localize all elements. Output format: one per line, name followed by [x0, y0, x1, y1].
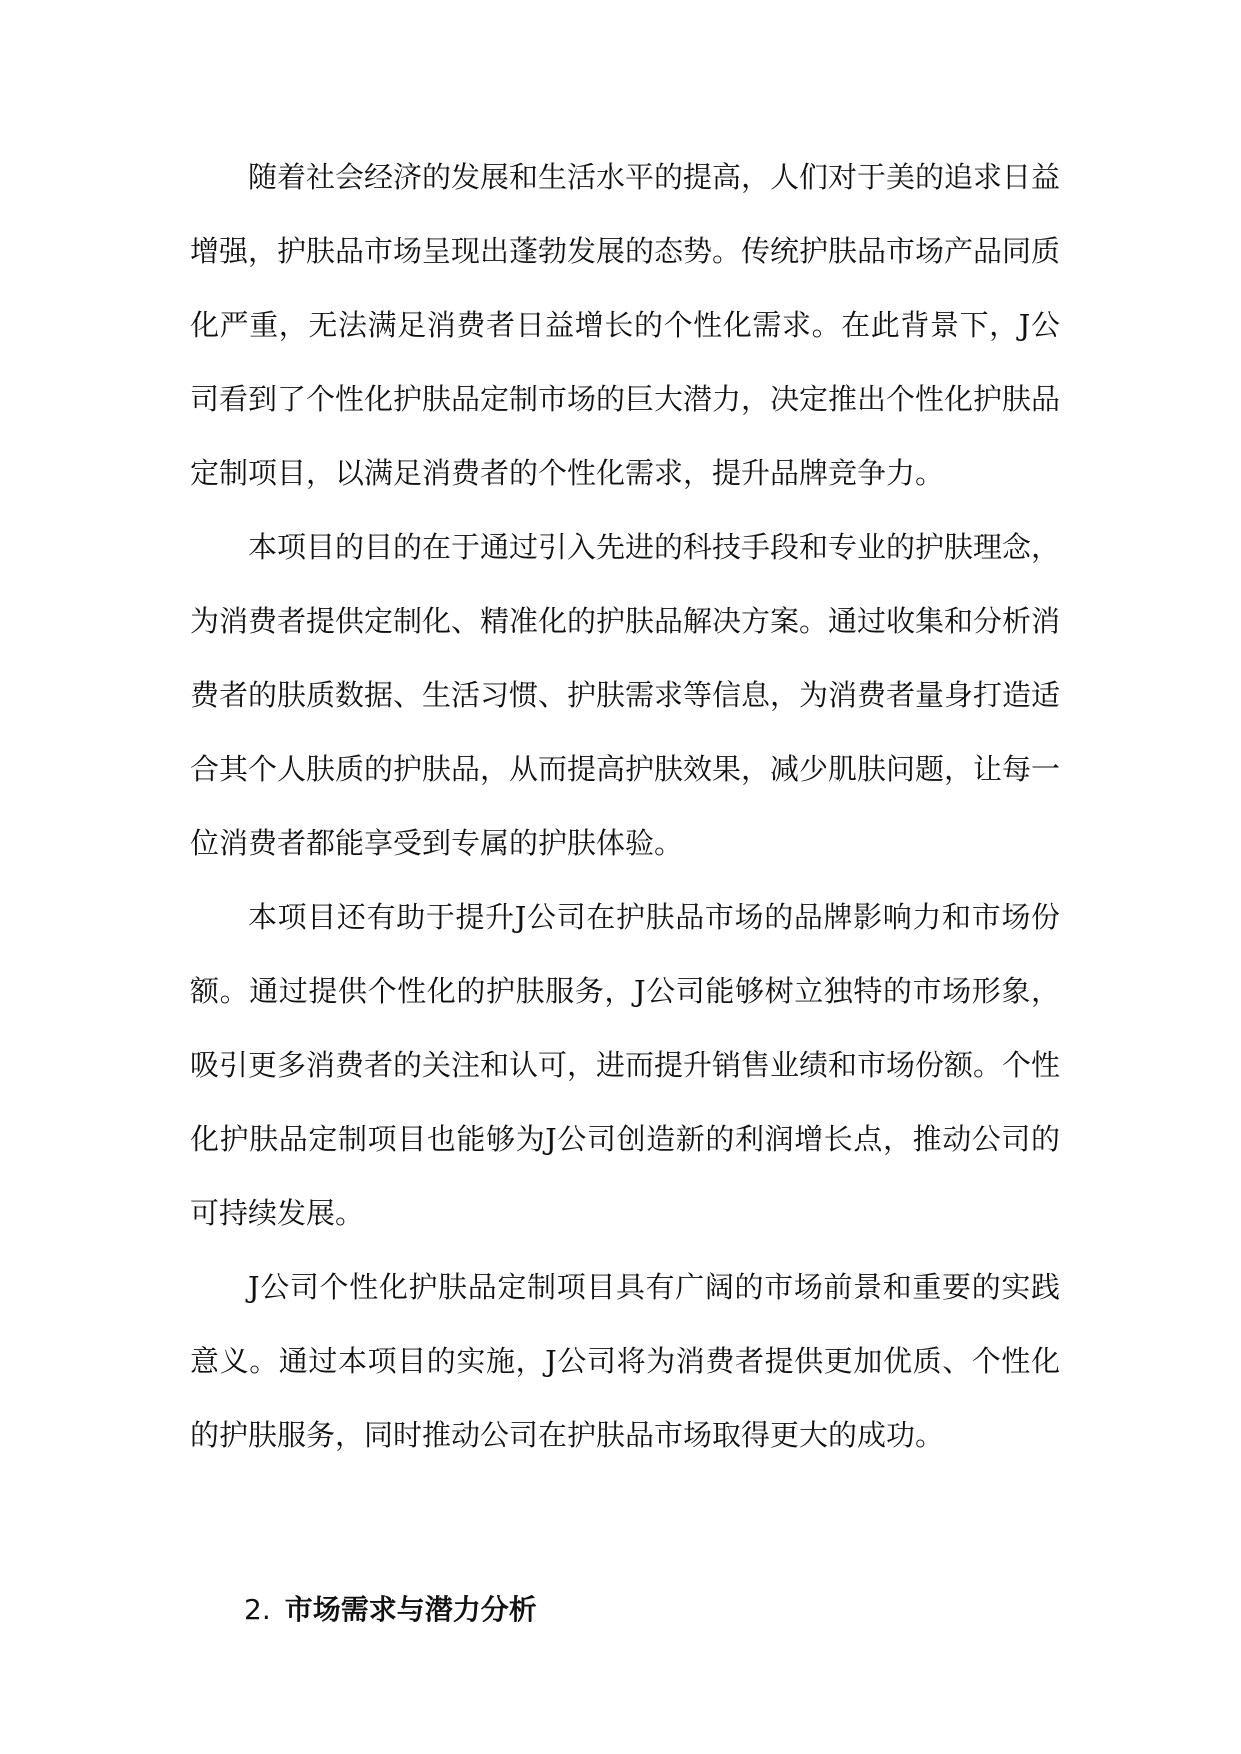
- section-heading: [244, 1590, 537, 1630]
- body-text: [190, 140, 1060, 1472]
- section-number: 2.: [244, 1593, 271, 1626]
- section-title: 市场需求与潜力分析: [284, 1593, 537, 1626]
- paragraph-background: 随着社会经济的发展和生活水平的提高，人们对于美的追求日益增强，护肤品市场呈现出蓬勃发展的态势。传统护肤品市场产品同质化严重，无法满足消费者日益增长的个性化需求。在此背景下，J公司看到了个性化护肤品定制市场的巨大潜力，决定推出个性化护肤品定制项目，以满足消费者的个性化需求，提升品牌竞争力。: [190, 160, 1061, 490]
- paragraph-brand-impact: 本项目还有助于提升J公司在护肤品市场的品牌影响力和市场份额。通过提供个性化的护肤服务，J公司能够树立独特的市场形象，吸引更多消费者的关注和认可，进而提升销售业绩和市场份额。个性化护肤品定制项目也能够为J公司创造新的利润增长点，推动公司的可持续发展。: [190, 900, 1061, 1230]
- paragraph-conclusion: J公司个性化护肤品定制项目具有广阔的市场前景和重要的实践意义。通过本项目的实施，J公司将为消费者提供更加优质、个性化的护肤服务，同时推动公司在护肤品市场取得更大的成功。: [190, 1270, 1060, 1452]
- paragraph-project-purpose: 本项目的目的在于通过引入先进的科技手段和专业的护肤理念，为消费者提供定制化、精准化的护肤品解决方案。通过收集和分析消费者的肤质数据、生活习惯、护肤需求等信息，为消费者量身打造适合其个人肤质的护肤品，从而提高护肤效果，减少肌肤问题，让每一位消费者都能享受到专属的护肤体验。: [190, 530, 1061, 860]
